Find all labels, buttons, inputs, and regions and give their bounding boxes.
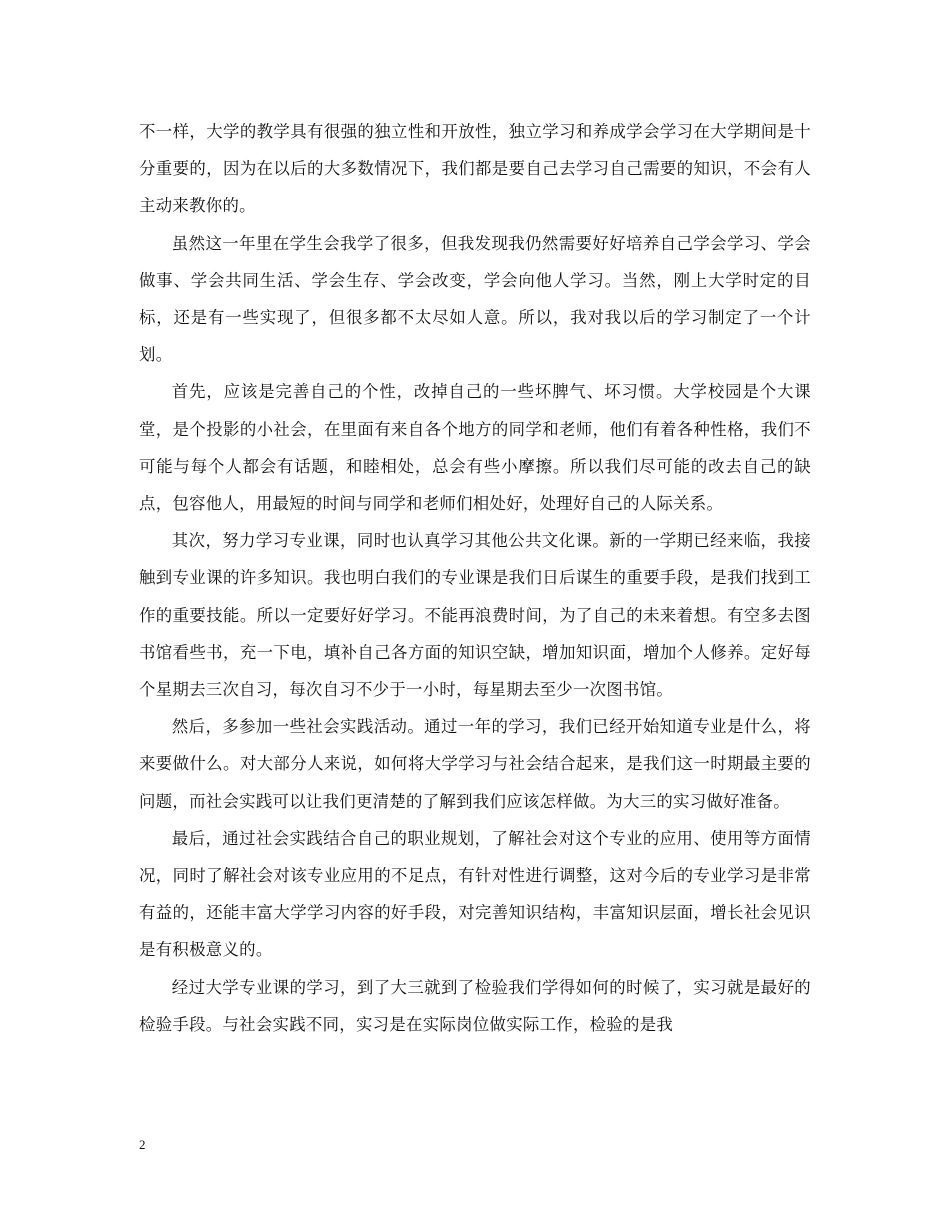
paragraph-5: 然后，多参加一些社会实践活动。通过一年的学习，我们已经开始知道专业是什么，将来要做什么。对大部分人来说，如何将大学学习与社会结合起来，是我们这一时期最主要的问题，而社会实践可以让我们更清楚的了解到我们应该怎样做。为大三的实习做好准备。 [139, 717, 811, 811]
paragraph-3: 首先，应该是完善自己的个性，改掉自己的一些坏脾气、坏习惯。大学校园是个大课堂，是个投影的小社会，在里面有来自各个地方的同学和老师，他们有着各种性格，我们不可能与每个人都会有话题，和睦相处，总会有些小摩擦。所以我们尽可能的改去自己的缺点，包容他人，用最短的时间与同学和老师们相处好，处理好自己的人际关系。 [139, 382, 811, 514]
document-body [139, 113, 811, 1043]
paragraph-4: 其次，努力学习专业课，同时也认真学习其他公共文化课。新的一学期已经来临，我接触到专业课的许多知识。我也明白我们的专业课是我们日后谋生的重要手段，是我们找到工作的重要技能。所以一定要好好学习。不能再浪费时间，为了自己的未来着想。有空多去图书馆看些书，充一下电，填补自己各方面的知识空缺，增加知识面，增加个人修养。定好每个星期去三次自习，每次自习不少于一小时，每星期去至少一次图书馆。 [139, 531, 811, 700]
paragraph-1: 不一样，大学的教学具有很强的独立性和开放性，独立学习和养成学会学习在大学期间是十分重要的，因为在以后的大多数情况下，我们都是要自己去学习自己需要的知识，不会有人主动来教你的。 [139, 122, 811, 216]
paragraph-6: 最后，通过社会实践结合自己的职业规划，了解社会对这个专业的应用、使用等方面情况，同时了解社会对该专业应用的不足点，有针对性进行调整，这对今后的专业学习是非常有益的，还能丰富大学学习内容的好手段，对完善知识结构，丰富知识层面，增长社会见识是有积极意义的。 [139, 828, 811, 960]
paragraph-7: 经过大学专业课的学习，到了大三就到了检验我们学得如何的时候了，实习就是最好的检验手段。与社会实践不同，实习是在实际岗位做实际工作，检验的是我 [139, 977, 811, 1034]
page-number: 2 [139, 1137, 146, 1152]
paragraph-2: 虽然这一年里在学生会我学了很多，但我发现我仍然需要好好培养自己学会学习、学会做事、学会共同生活、学会生存、学会改变，学会向他人学习。当然，刚上大学时定的目标，还是有一些实现了，但很多都不太尽如人意。所以，我对我以后的学习制定了一个计划。 [139, 233, 811, 365]
